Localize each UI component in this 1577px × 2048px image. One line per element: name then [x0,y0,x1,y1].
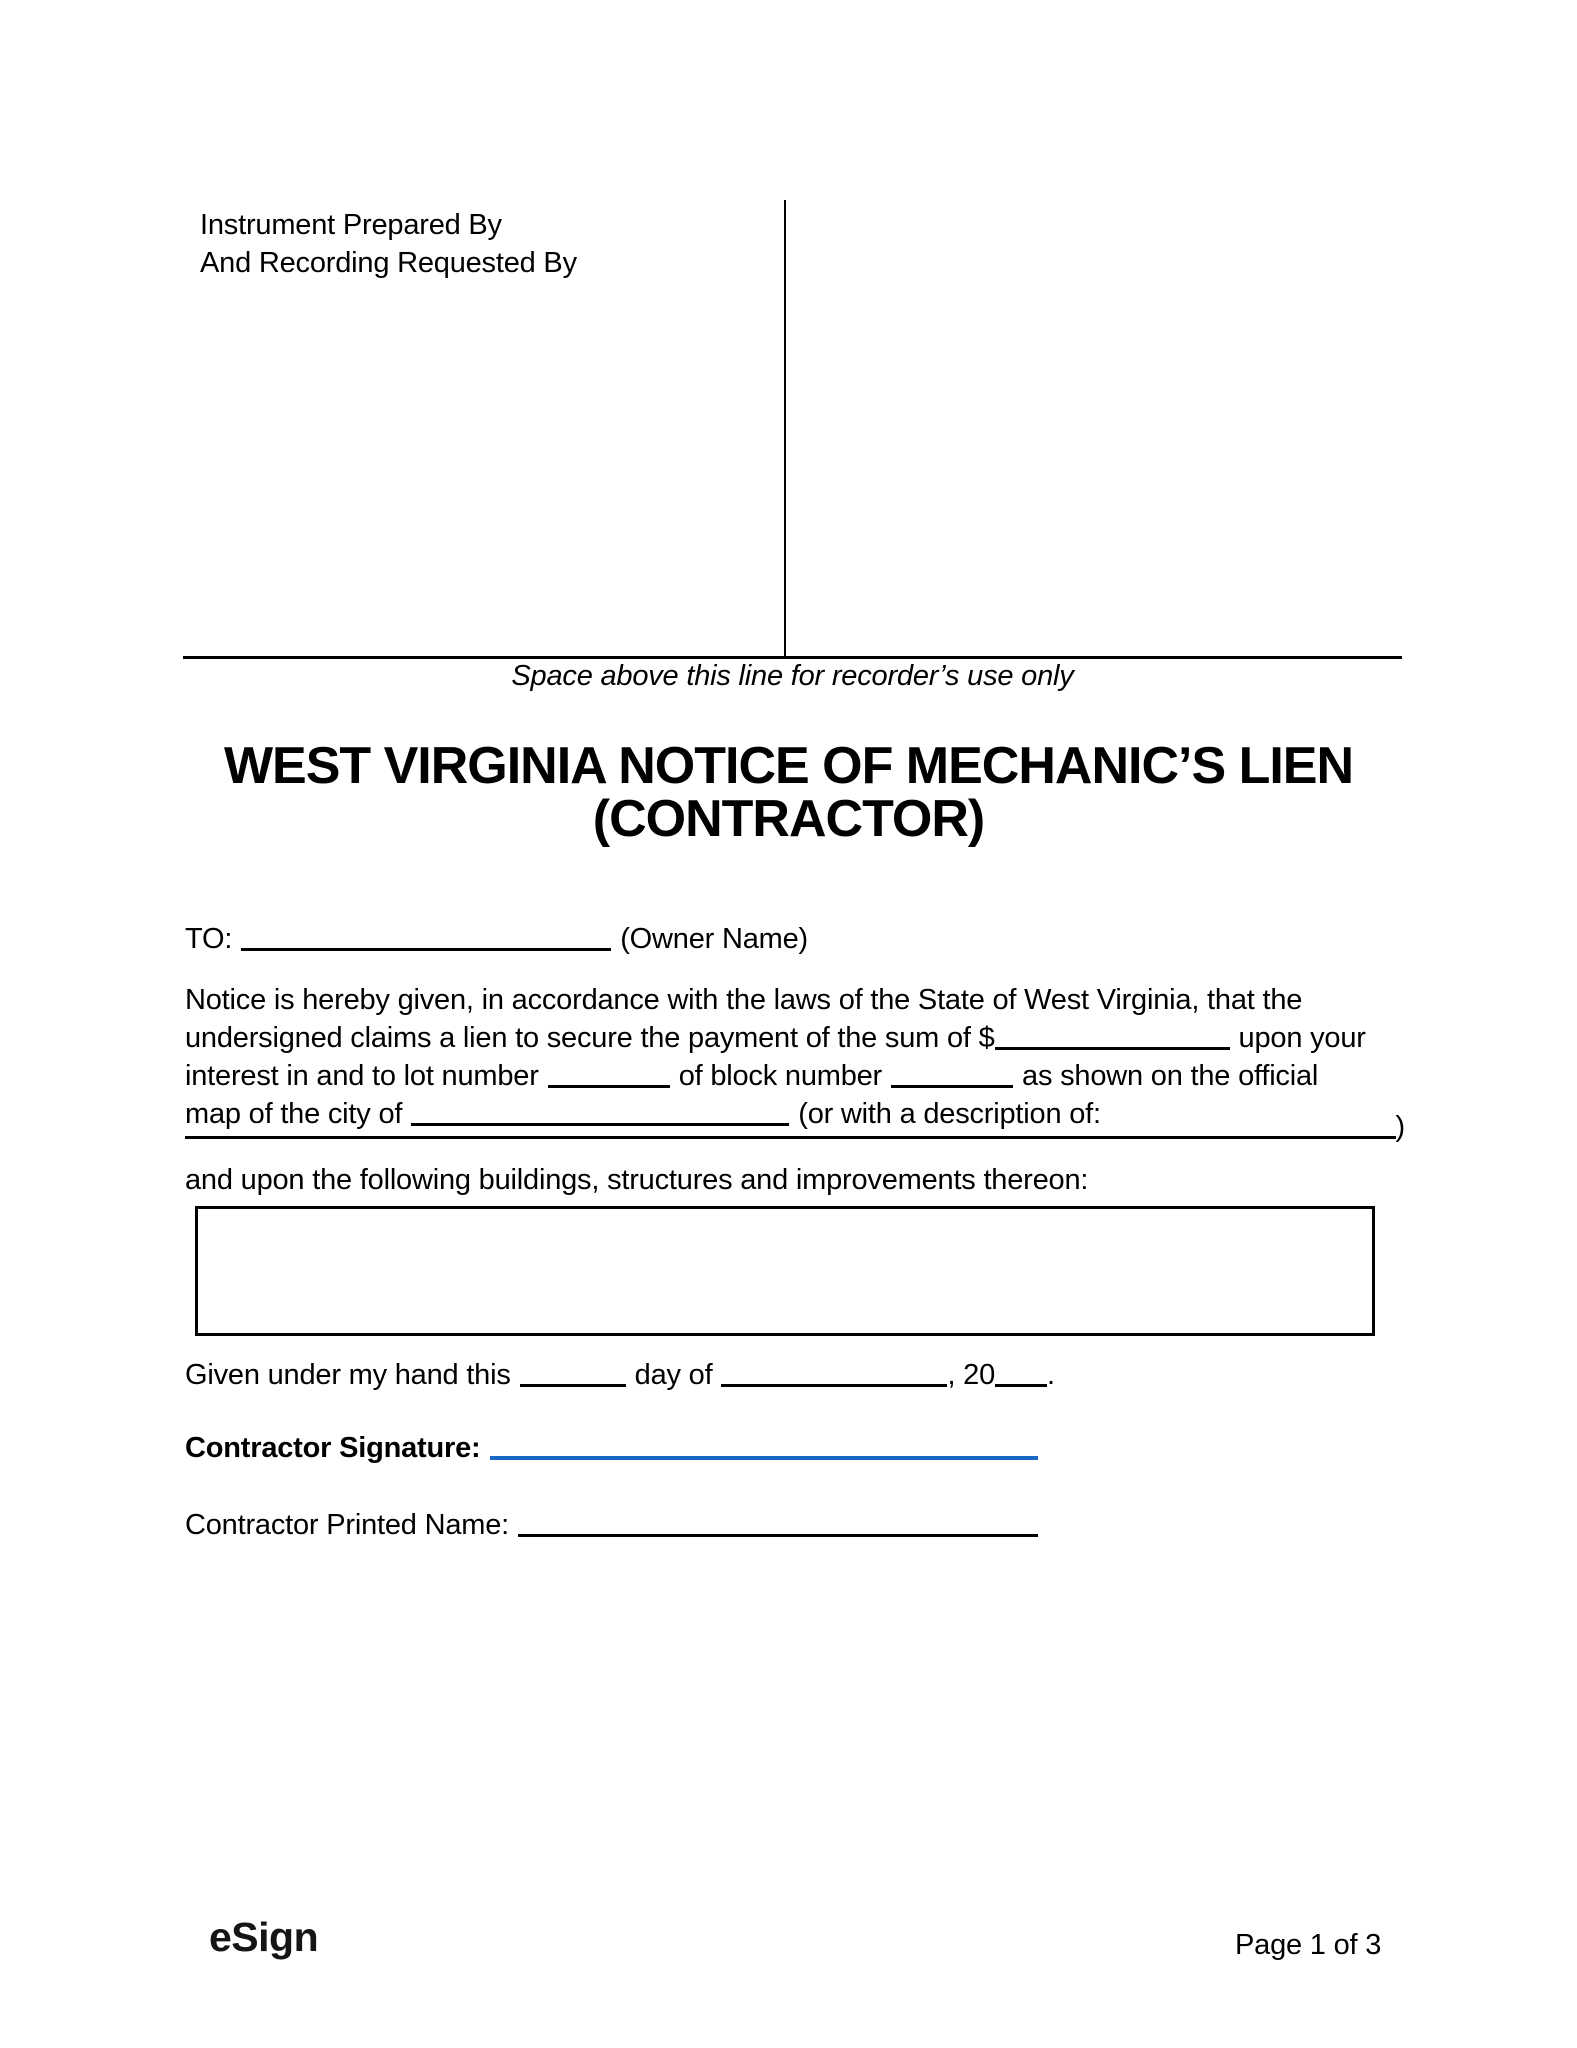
year-field[interactable] [995,1384,1047,1387]
contractor-printed-name-field[interactable] [518,1534,1038,1537]
day-field[interactable] [520,1384,626,1387]
contractor-signature-field[interactable] [490,1456,1038,1460]
body-line-2 [185,1019,1366,1057]
recorder-vertical-divider [784,200,786,658]
execution-text-end: . [1047,1359,1055,1391]
document-title-line2: (CONTRACTOR) [592,790,985,848]
body-line-5 [185,1108,1405,1146]
description-close-paren: ) [1395,1111,1405,1143]
month-field[interactable] [721,1384,947,1387]
contractor-printed-name-label: Contractor Printed Name: [185,1509,509,1541]
document-title-line1: WEST VIRGINIA NOTICE OF MECHANIC’S LIEN [223,737,1354,795]
page-number: Page 1 of 3 [1235,1929,1382,1961]
owner-name-hint: (Owner Name) [620,923,808,955]
to-label: TO: [185,923,233,955]
body-line4-text-end: (or with a description of: [798,1098,1101,1130]
recorder-use-caption: Space above this line for recorder’s use only [511,660,1074,692]
property-description-field[interactable] [185,1136,1396,1139]
body-line2-text-end: upon your [1238,1022,1366,1054]
body-line3-text: interest in and to lot number [185,1060,539,1092]
prepared-by-line2: And Recording Requested By [200,247,577,279]
body-line3-text-end: as shown on the official [1022,1060,1319,1092]
execution-text-mid1: day of [634,1359,713,1391]
body-line2-text: undersigned claims a lien to secure the payment of the sum of $ [185,1022,995,1054]
contractor-signature-label: Contractor Signature: [185,1432,481,1464]
execution-text-pre: Given under my hand this [185,1359,511,1391]
esign-logo: eSign [209,1914,319,1960]
body-line3-text-mid: of block number [678,1060,883,1092]
owner-name-field[interactable] [241,948,611,951]
contractor-signature-row [185,1429,1038,1467]
to-owner-row [185,920,808,958]
document-title [0,737,1577,848]
sum-amount-field[interactable] [995,1047,1230,1050]
body-line-6: and upon the following buildings, structures and improvements thereon: [185,1164,1089,1196]
body-line-1: Notice is hereby given, in accordance with the laws of the State of West Virginia, that the [185,984,1303,1016]
execution-date-row [185,1356,1055,1394]
contractor-printed-name-row [185,1506,1038,1544]
prepared-by-line1: Instrument Prepared By [200,209,502,241]
block-number-field[interactable] [891,1085,1013,1088]
body-line-3 [185,1057,1318,1095]
recorder-prepared-by-block [200,206,577,282]
improvements-description-box[interactable] [195,1206,1375,1336]
execution-text-mid2: , 20 [947,1359,996,1391]
body-line4-text: map of the city of [185,1098,403,1130]
lot-number-field[interactable] [548,1085,670,1088]
